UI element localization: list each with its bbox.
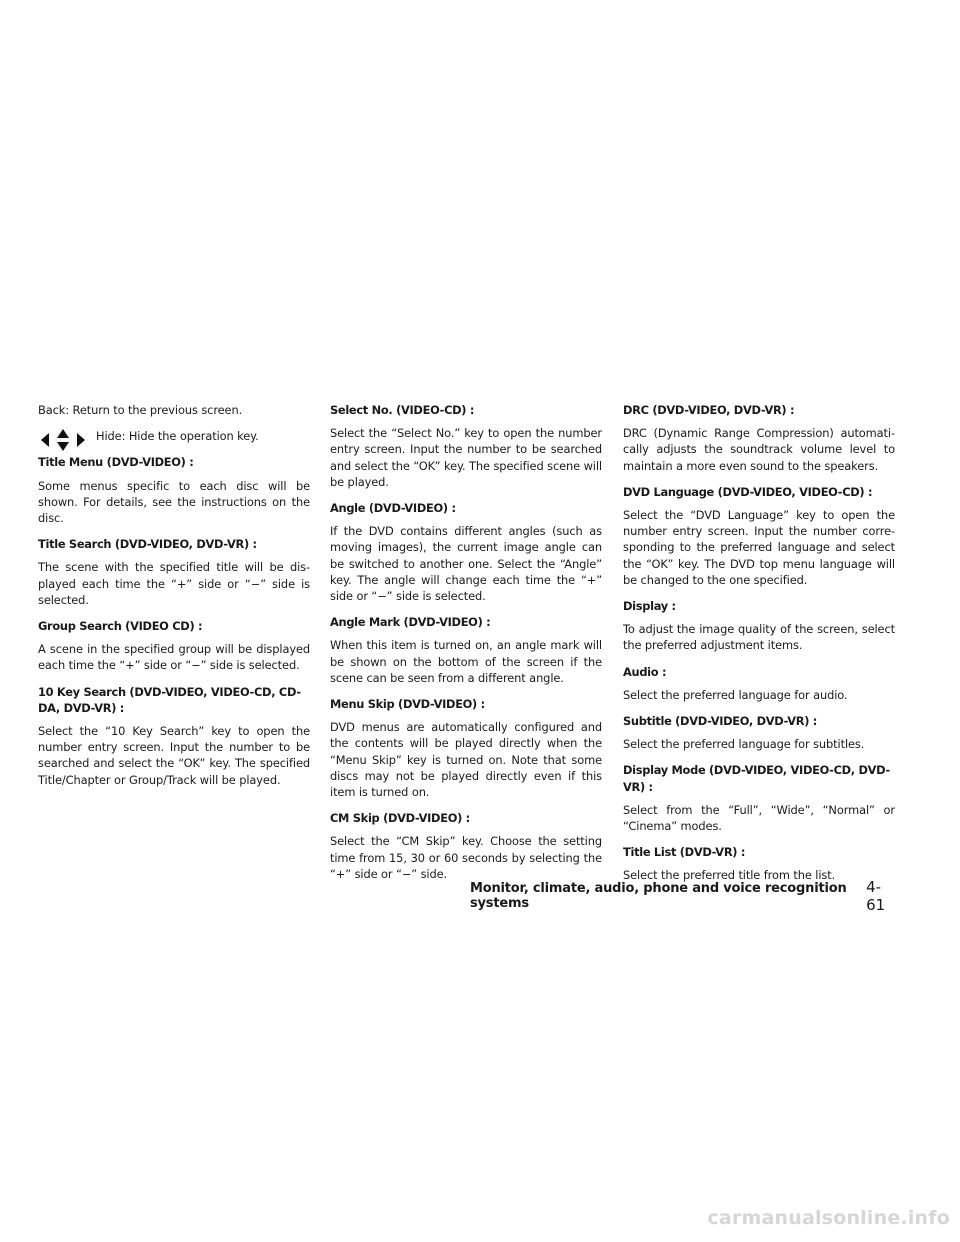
section-heading: DVD Language (DVD-VIDEO, VIDEO-CD) : [623, 484, 873, 499]
hide-description: Hide: Hide the operation key. [96, 429, 259, 444]
section-body: The scene with the specified title will be dis-played each time the “+” side or “−” side is selected. [38, 560, 310, 607]
section-heading: 10 Key Search (DVD-VIDEO, VIDEO-CD, CD-DA, DVD-VR) : [38, 684, 301, 715]
section-body: Some menus specific to each disc will be shown. For details, see the instructions on the disc. [38, 478, 310, 526]
section-heading: Group Search (VIDEO CD) : [38, 619, 203, 634]
footer-section-title: Monitor, climate, audio, phone and voice recognition systems [470, 881, 847, 911]
column-1 [38, 402, 310, 798]
section-body: Select the preferred language for subtitles. [623, 737, 865, 752]
section-body: Select the “10 Key Search” key to open the number entry screen. Input the number to be searched and select the “OK” key. The specified Title/Chapter or Group/Track will be played. [38, 724, 310, 787]
section-body: Select the “Select No.” key to open the number entry screen. Input the number to be searched and select the “OK” key. The specified scene will be played. [330, 426, 602, 489]
section-body: Select from the “Full”, “Wide”, “Normal” or “Cinema” modes. [623, 802, 895, 834]
arrow-keys-icon [40, 428, 86, 452]
column-3 [623, 402, 895, 894]
back-description: Back: Return to the previous screen. [38, 403, 243, 417]
section-heading: Title Menu (DVD-VIDEO) : [38, 455, 194, 470]
section-body: Select the “CM Skip” key. Choose the setting time from 15, 30 or 60 seconds by selecting the “+” side or “−” side. [330, 834, 602, 881]
section-heading: DRC (DVD-VIDEO, DVD-VR) : [623, 403, 795, 417]
section-body: DRC (Dynamic Range Compression) automati-cally adjusts the soundtrack volume level to maintain a more even sound to the speakers. [623, 426, 895, 473]
section-heading: Angle Mark (DVD-VIDEO) : [330, 615, 491, 630]
section-body: Select the preferred language for audio. [623, 687, 848, 702]
column-2 [330, 402, 602, 892]
page-footer [470, 878, 896, 914]
section-body: Select the “DVD Language” key to open the number entry screen. Input the number corre-sponding to the preferred language and select the “OK” key. The DVD top menu language will be changed to the one specified. [623, 508, 895, 587]
hide-description-row [38, 428, 310, 444]
section-heading: Audio : [623, 664, 667, 679]
section-heading: Display Mode (DVD-VIDEO, VIDEO-CD, DVD-VR) : [623, 763, 890, 794]
section-heading: CM Skip (DVD-VIDEO) : [330, 811, 470, 826]
section-heading: Display : [623, 599, 676, 614]
section-body: When this item is turned on, an angle mark will be shown on the bottom of the screen if the scene can be seen from a different angle. [330, 638, 602, 685]
section-body: To adjust the image quality of the screen, select the preferred adjustment items. [623, 622, 895, 653]
section-heading: Subtitle (DVD-VIDEO, DVD-VR) : [623, 714, 818, 729]
section-heading: Select No. (VIDEO-CD) : [330, 403, 475, 417]
section-heading: Angle (DVD-VIDEO) : [330, 501, 456, 516]
section-body: DVD menus are automatically configured and the contents will be played directly when the “Menu Skip” key is turned on. Note that some discs may not be played directly even if this item is turned on. [330, 720, 602, 800]
section-body: A scene in the specified group will be displayed each time the “+” side or “−” side is selected. [38, 642, 310, 673]
page-number: 4-61 [866, 878, 886, 914]
section-body: If the DVD contains different angles (such as moving images), the current image angle can be switched to another one. Select the “Angle” key. The angle will change each time the “+” side or “−” side is selected. [330, 524, 602, 604]
watermark: carmanualsonline.info [707, 1207, 950, 1229]
section-heading: Title List (DVD-VR) : [623, 845, 746, 860]
section-heading: Title Search (DVD-VIDEO, DVD-VR) : [38, 537, 257, 552]
section-heading: Menu Skip (DVD-VIDEO) : [330, 697, 485, 712]
section-body: Select the preferred title from the list. [623, 868, 836, 883]
